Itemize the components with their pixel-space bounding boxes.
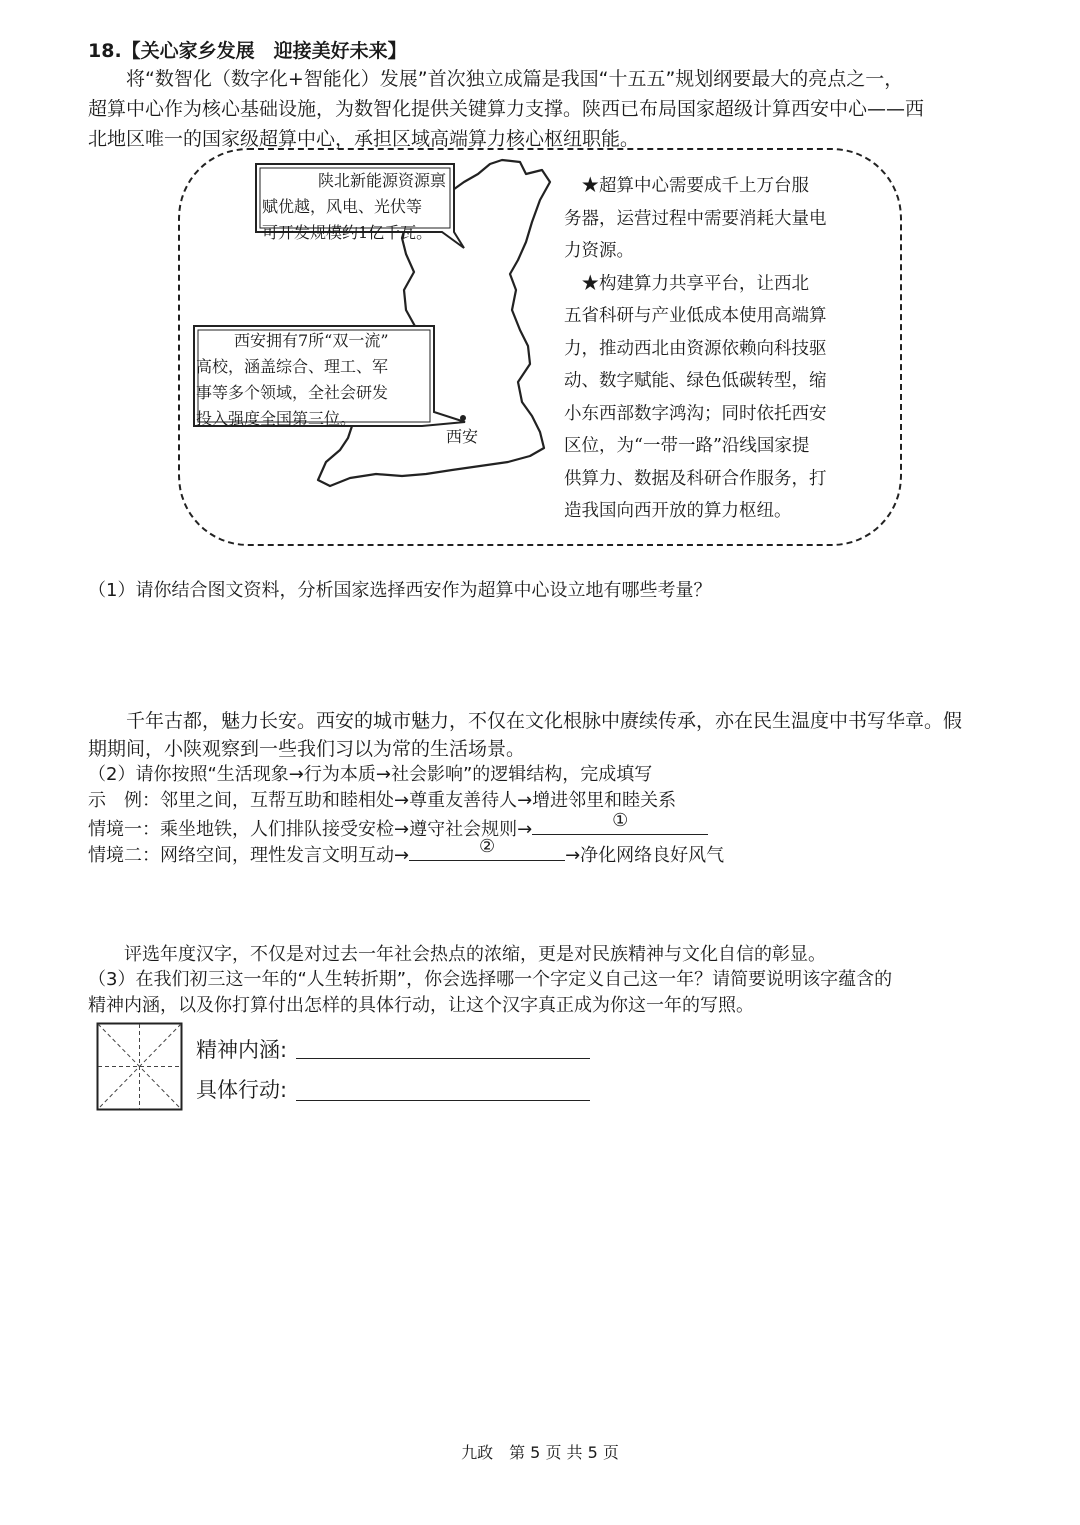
question-title: 18.【关心家乡发展 迎接美好未来】 bbox=[88, 40, 407, 62]
blank-1-marker: ① bbox=[612, 810, 629, 831]
part3-intro: 评选年度汉字，不仅是对过去一年社会热点的浓缩，更是对民族精神与文化自信的彰显。 bbox=[88, 944, 826, 965]
right-line-8: 小东西部数字鸿沟；同时依托西安 bbox=[564, 403, 827, 424]
callout-north-text bbox=[262, 168, 448, 246]
right-line-2: 务器，运营过程中需要消耗大量电 bbox=[564, 208, 827, 229]
blank-1[interactable] bbox=[532, 810, 708, 835]
part2-example: 示 例：邻里之间，互帮互助和睦相处→尊重友善待人→增进邻里和睦关系 bbox=[88, 790, 677, 811]
callout-xian-line-4: 投入强度全国第三位。 bbox=[196, 409, 357, 428]
label-action: 具体行动: bbox=[196, 1078, 288, 1102]
callout-north-line-1: 陕北新能源资源禀 bbox=[317, 171, 446, 190]
callout-xian-line-2: 高校，涵盖综合、理工、军 bbox=[196, 357, 389, 376]
part2-scene1 bbox=[88, 810, 708, 843]
right-line-1: ★超算中心需要成千上万台服 bbox=[564, 176, 809, 196]
blank-2-marker: ② bbox=[479, 836, 496, 857]
intro-line-3: 北地区唯一的国家级超算中心，承担区域高端算力核心枢纽职能。 bbox=[88, 128, 640, 150]
part3-prompt-line-2: 精神内涵，以及你打算付出怎样的具体行动，让这个汉字真正成为你这一年的写照。 bbox=[88, 995, 754, 1016]
part1-prompt: （1）请你结合图文资料，分析国家选择西安作为超算中心设立地有哪些考量？ bbox=[88, 580, 712, 601]
label-spirit: 精神内涵: bbox=[196, 1038, 288, 1062]
part2-intro-line-1: 千年古都，魅力长安。西安的城市魅力，不仅在文化根脉中赓续传承，亦在民生温度中书写华章。假 bbox=[88, 710, 963, 732]
right-line-4: ★构建算力共享平台，让西北 bbox=[564, 273, 809, 294]
intro-line-1: 将“数智化（数字化+智能化）发展”首次独立成篇是我国“十五五”规划纲要最大的亮点之一， bbox=[88, 68, 904, 90]
callout-north-line-2: 赋优越，风电、光伏等 bbox=[262, 197, 423, 216]
right-line-11: 造我国向西开放的算力枢纽。 bbox=[564, 501, 792, 521]
right-line-6: 力，推动西北由资源依赖向科技驱 bbox=[564, 338, 827, 359]
right-line-9: 区位，为“一带一路”沿线国家提 bbox=[564, 436, 810, 456]
part2-prompt: （2）请你按照“生活现象→行为本质→社会影响”的逻辑结构，完成填写 bbox=[88, 764, 653, 785]
callout-xian-line-1: 西安拥有7所“双一流” bbox=[234, 331, 389, 350]
part3-prompt-line-1: （3）在我们初三这一年的“人生转折期”，你会选择哪一个字定义自己这一年？请简要说明该字蕴含的 bbox=[88, 969, 893, 990]
map-label-xian: 西安 bbox=[446, 427, 479, 446]
callout-north-line-3: 可开发规模约1亿千瓦。 bbox=[262, 223, 433, 242]
intro-line-2: 超算中心作为核心基础设施，为数智化提供关键算力支撑。陕西已布局国家超级计算西安中心——西 bbox=[88, 98, 925, 120]
material-right-text bbox=[564, 170, 886, 528]
spirit-answer-line[interactable] bbox=[296, 1058, 590, 1059]
scene1-text: 情境一：乘坐地铁，人们排队接受安检→遵守社会规则→ bbox=[88, 819, 533, 840]
blank-2[interactable] bbox=[409, 836, 565, 861]
part1-answer-area[interactable] bbox=[88, 610, 988, 700]
right-line-5: 五省科研与产业低成本使用高端算 bbox=[564, 306, 827, 326]
part2-intro-line-2: 期期间，小陕观察到一些我们习以为常的生活场景。 bbox=[88, 738, 526, 760]
callout-xian-line-3: 事等多个领域，全社会研发 bbox=[196, 383, 389, 402]
action-answer-line[interactable] bbox=[296, 1100, 590, 1101]
scene2-tail: →净化网络良好风气 bbox=[565, 845, 725, 866]
callout-xian-text bbox=[196, 328, 432, 432]
right-line-3: 力资源。 bbox=[564, 241, 634, 261]
right-line-7: 动、数字赋能、绿色低碳转型，缩 bbox=[564, 371, 827, 391]
right-line-10: 供算力、数据及科研合作服务，打 bbox=[564, 468, 827, 489]
scene2-text: 情境二：网络空间，理性发言文明互动→ bbox=[88, 845, 410, 866]
character-grid-box[interactable] bbox=[96, 1022, 184, 1112]
page-footer: 九政 第 5 页 共 5 页 bbox=[461, 1443, 619, 1462]
part2-scene2 bbox=[88, 836, 725, 869]
